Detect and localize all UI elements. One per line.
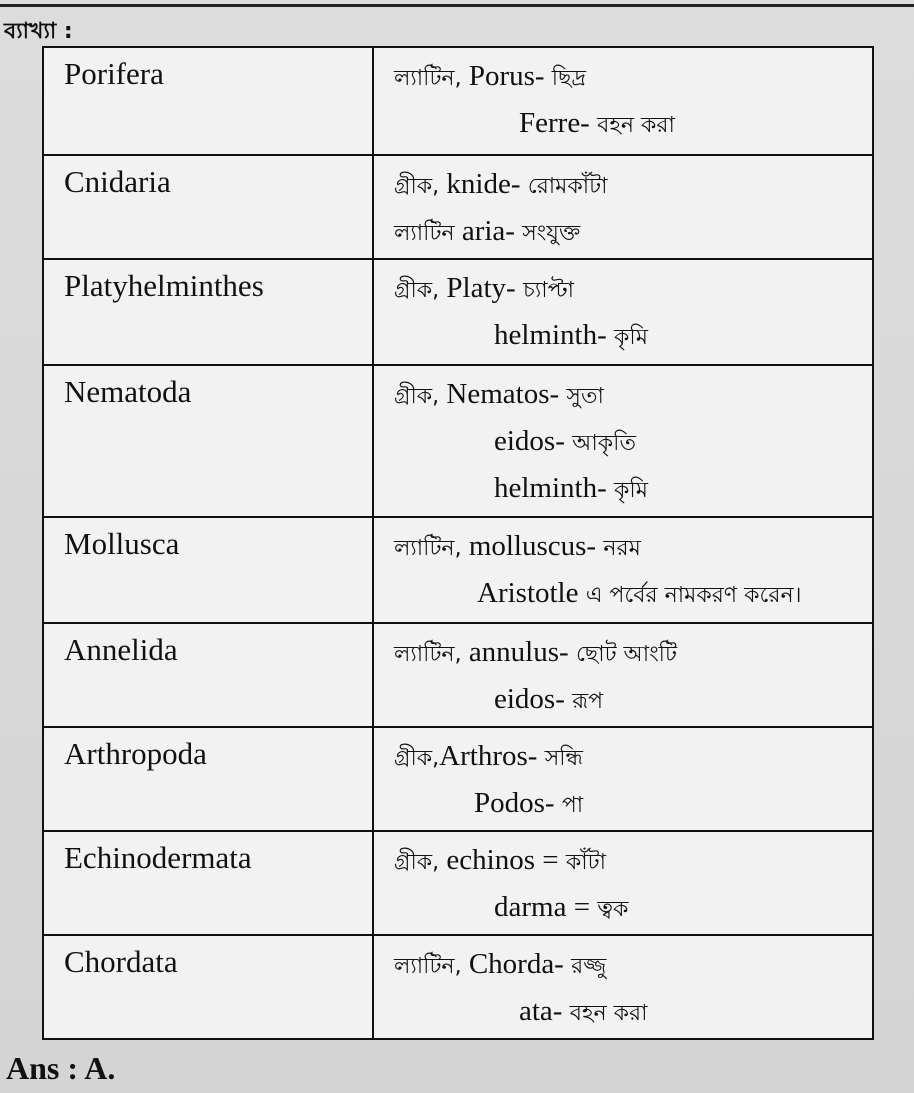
etymology-line: গ্রীক, Nematos- সুতা: [394, 378, 604, 410]
table-row: [43, 727, 873, 831]
etymology-line: Aristotle এ পর্বের নামকরণ করেন।: [477, 577, 802, 609]
etymology-line: Podos- পা: [474, 787, 584, 819]
phylum-name: Echinodermata: [43, 831, 373, 935]
phylum-name: Chordata: [43, 935, 373, 1039]
etymology-cell: [373, 155, 873, 259]
etymology-line: helminth- কৃমি: [494, 319, 648, 351]
phylum-name: Arthropoda: [43, 727, 373, 831]
etymology-table: [42, 46, 874, 1040]
etymology-cell: [373, 727, 873, 831]
etymology-line: ল্যাটিন, annulus- ছোট আংটি: [394, 636, 677, 668]
table-row: [43, 517, 873, 623]
answer-text: Ans : A.: [6, 1050, 116, 1086]
etymology-line: গ্রীক, Platy- চ্যাপ্টা: [394, 272, 575, 304]
etymology-line: eidos- রূপ: [494, 683, 604, 715]
etymology-line: গ্রীক, knide- রোমকাঁটা: [394, 168, 608, 200]
etymology-line: ata- বহন করা: [519, 995, 648, 1027]
etymology-cell: [373, 517, 873, 623]
etymology-cell: [373, 935, 873, 1039]
table-row: [43, 935, 873, 1039]
etymology-line: ল্যাটিন aria- সংযুক্ত: [394, 215, 581, 247]
table-row: [43, 155, 873, 259]
table-row: [43, 365, 873, 517]
table-row: [43, 623, 873, 727]
phylum-name: Porifera: [43, 47, 373, 155]
etymology-line: ল্যাটিন, Porus- ছিদ্র: [394, 60, 587, 92]
explanation-heading: ব্যাখ্যা :: [4, 19, 73, 44]
etymology-line: Ferre- বহন করা: [519, 107, 675, 139]
table-row: [43, 831, 873, 935]
phylum-name: Platyhelminthes: [43, 259, 373, 365]
phylum-name: Nematoda: [43, 365, 373, 517]
phylum-name: Annelida: [43, 623, 373, 727]
etymology-cell: [373, 623, 873, 727]
etymology-cell: [373, 259, 873, 365]
etymology-line: ল্যাটিন, molluscus- নরম: [394, 530, 641, 562]
etymology-line: helminth- কৃমি: [494, 472, 648, 504]
etymology-line: eidos- আকৃতি: [494, 425, 636, 457]
etymology-cell: [373, 831, 873, 935]
etymology-line: ল্যাটিন, Chorda- রজ্জু: [394, 948, 607, 980]
etymology-line: darma = ত্বক: [494, 891, 629, 923]
etymology-cell: [373, 47, 873, 155]
phylum-name: Mollusca: [43, 517, 373, 623]
etymology-cell: [373, 365, 873, 517]
etymology-line: গ্রীক, echinos = কাঁটা: [394, 844, 607, 876]
etymology-line: গ্রীক,Arthros- সন্ধি: [394, 740, 583, 772]
phylum-name: Cnidaria: [43, 155, 373, 259]
table-row: [43, 47, 873, 155]
table-row: [43, 259, 873, 365]
top-rule: [0, 4, 914, 7]
